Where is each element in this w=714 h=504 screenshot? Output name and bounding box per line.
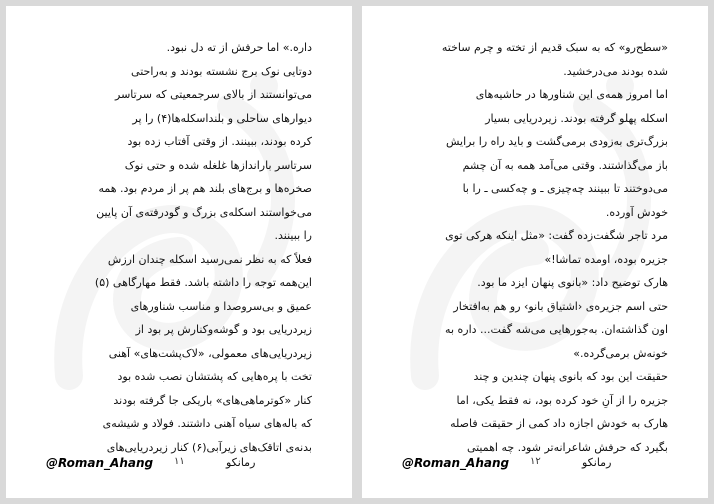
- text-line: «سطح‌رو» که به سبک قدیم از تخته و چرم ساخته: [441, 41, 668, 54]
- left-page: [6, 6, 352, 498]
- text-line: بزرگ‌تری به‌زودی برمی‌گشت و باید راه را برایش: [446, 135, 668, 148]
- text-line: بدنه‌ی اتاقک‌های زیرآبی(۶) کنار زیردریایی‌های: [106, 440, 312, 454]
- text-line: می‌خواستند اسکله‌ی بزرگ و گودرفته‌ی آن پایین: [96, 205, 312, 219]
- text-line: را ببینند.: [274, 229, 312, 242]
- text-line: دیوارهای ساحلی و بلنداسکله‌ها(۴) را پر: [132, 111, 312, 125]
- left-page-footer: [46, 456, 312, 476]
- text-line: فعلاً که به نظر نمی‌رسید اسکله چندان ارزش: [107, 252, 312, 266]
- book-title: رمانکو: [582, 456, 612, 469]
- text-line: کرده بودند، ببینند. از وقتی آفتاب زده بود: [127, 135, 312, 148]
- text-line: حقیقت این بود که بانوی پنهان چندین و چند: [473, 370, 668, 383]
- text-line: زیردریایی بود و گوشه‌وکنارش پر بود از: [135, 323, 312, 336]
- text-line: می‌دوختند تا ببینند چه‌چیزی ـ و چه‌کسی ـ را با: [462, 182, 668, 195]
- right-page-footer: [402, 456, 668, 476]
- book-title: رمانکو: [226, 456, 256, 469]
- channel-handle: @Roman_Ahang: [402, 456, 510, 470]
- page-number: ۱۱: [174, 456, 185, 467]
- text-line: مرد تاجر شگفت‌زده گفت: «مثل اینکه هرکی توی: [445, 229, 668, 242]
- text-line: صخره‌ها و برج‌های بلند هم پر از مردم بود. همه: [98, 182, 312, 195]
- text-line: اما امروز همه‌ی این شناورها در حاشیه‌های: [475, 88, 668, 101]
- text-line: که باله‌های سیاه آهنی داشتند. فولاد و شیشه‌ی: [102, 417, 312, 430]
- text-line: اسکله پهلو گرفته بودند. زیردریایی بسیار: [485, 111, 668, 125]
- text-line: باز می‌گذاشتند. وقتی می‌آمد همه به آن چشم: [462, 158, 668, 172]
- channel-handle: @Roman_Ahang: [46, 456, 154, 470]
- text-line: خونه‌ش برمی‌گرده.»: [573, 346, 668, 360]
- text-line: تخت با پره‌هایی که پشتشان نصب شده بود: [117, 370, 312, 383]
- text-line: اون گذاشته‌ان. به‌جورهایی می‌شه گفت... داره به: [445, 323, 668, 336]
- text-line: زیردریایی‌های معمولی، «لاک‌پشت‌های» آهنی: [108, 346, 312, 360]
- text-line: این‌همه توجه را داشته باشد. فقط مهارگاهی (۵): [94, 276, 312, 289]
- text-line: عمیق و بی‌سروصدا و مناسب شناورهای: [130, 299, 312, 313]
- right-page: [362, 6, 708, 498]
- text-line: می‌توانستند از بالای سرجمعیتی که سرتاسر: [115, 88, 312, 101]
- text-line: بگیرد که حرفش شاعرانه‌تر شود. چه اهمیتی: [466, 440, 668, 454]
- text-line: حتی اسم جزیره‌ی ‹اشتیاق بانو› رو هم به‌افتخار: [453, 299, 668, 313]
- page-number: ۱۲: [530, 456, 541, 467]
- text-line: جزیره بوده، اومده تماشا!»: [544, 252, 668, 266]
- text-line: داره.» اما حرفش از ته دل نبود.: [166, 41, 312, 54]
- text-line: هارک به خودش اجازه داد کمی از حقیقت فاصله: [450, 417, 668, 430]
- right-page-text: [402, 36, 668, 459]
- left-page-text: [46, 36, 312, 459]
- text-line: شده بودند می‌درخشید.: [563, 64, 668, 78]
- text-line: کنار «کوترماهی‌های» باریکی جا گرفته بودند: [113, 393, 312, 407]
- text-line: سرتاسر باراندازها غلغله شده و حتی نوک: [124, 158, 312, 172]
- text-line: دوتایی نوک برج نشسته بودند و به‌راحتی: [131, 64, 312, 78]
- text-line: خودش آورده.: [605, 205, 668, 219]
- text-line: هارک توضیح داد: «بانوی پنهان ایزد ما بود.: [477, 276, 668, 289]
- text-line: جزیره را از آنِ خود کرده بود، نه فقط یکی، اما: [456, 393, 668, 407]
